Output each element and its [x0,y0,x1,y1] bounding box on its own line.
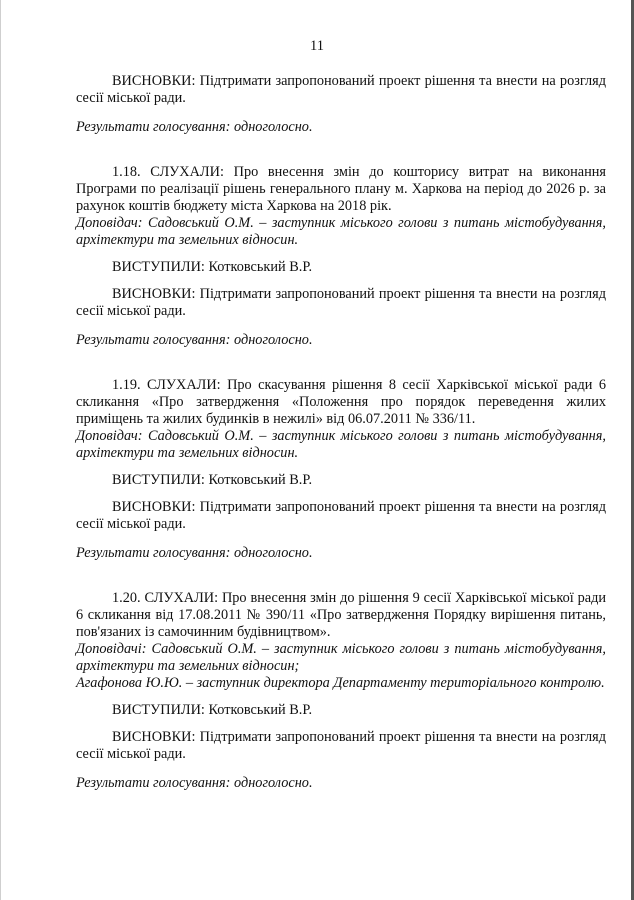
spoke-paragraph: ВИСТУПИЛИ: Котковський В.Р. [112,702,313,718]
document-body [76,73,606,792]
vote-result: Результати голосування: одноголосно. [76,775,313,791]
conclusions-paragraph: ВИСНОВКИ: Підтримати запропонований проект рішення та внести на розгляд сесії міської ради. [76,286,606,319]
spoke-paragraph: ВИСТУПИЛИ: Котковський В.Р. [112,259,313,275]
vote-result: Результати голосування: одноголосно. [76,332,313,348]
scan-edge-left [0,0,1,900]
spoke-paragraph: ВИСТУПИЛИ: Котковський В.Р. [112,472,313,488]
conclusions-paragraph: ВИСНОВКИ: Підтримати запропонований проект рішення та внести на розгляд сесії міської ради. [76,729,606,762]
reporter-paragraph-2: Агафонова Ю.Ю. – заступник директора Департаменту територіального контролю. [76,675,605,691]
page-number: 11 [310,38,324,54]
reporter-paragraph: Доповідачі: Садовський О.М. – заступник міського голови з питань містобудування, архітектури та земельних відносин; [76,641,606,674]
conclusions-paragraph: ВИСНОВКИ: Підтримати запропонований проект рішення та внести на розгляд сесії міської ради. [76,499,606,532]
conclusions-paragraph: ВИСНОВКИ: Підтримати запропонований проект рішення та внести на розгляд сесії міської ради. [76,73,606,106]
heard-paragraph: 1.19. СЛУХАЛИ: Про скасування рішення 8 сесії Харківської міської ради 6 скликання «Про затвердження «Положення про порядок переведення жилих приміщень та жилих будинків в нежилі» від 06.07.2011 № 336/11. [76,377,606,427]
heard-paragraph: 1.18. СЛУХАЛИ: Про внесення змін до кошторису витрат на виконання Програми по реалізації рішень генерального плану м. Харкова на період до 2026 р. за рахунок коштів бюджету міста Харкова на 2018 рік. [76,164,606,214]
vote-result: Результати голосування: одноголосно. [76,545,313,561]
reporter-paragraph: Доповідач: Садовський О.М. – заступник міського голови з питань містобудування, архітектури та земельних відносин. [76,428,606,461]
vote-result: Результати голосування: одноголосно. [76,119,313,135]
reporter-paragraph: Доповідач: Садовський О.М. – заступник міського голови з питань містобудування, архітектури та земельних відносин. [76,215,606,248]
heard-paragraph: 1.20. СЛУХАЛИ: Про внесення змін до рішення 9 сесії Харківської міської ради 6 скликання від 17.08.2011 № 390/11 «Про затвердження Порядку вирішення питань, пов'язаних із самочинним будівництвом». [76,590,606,640]
